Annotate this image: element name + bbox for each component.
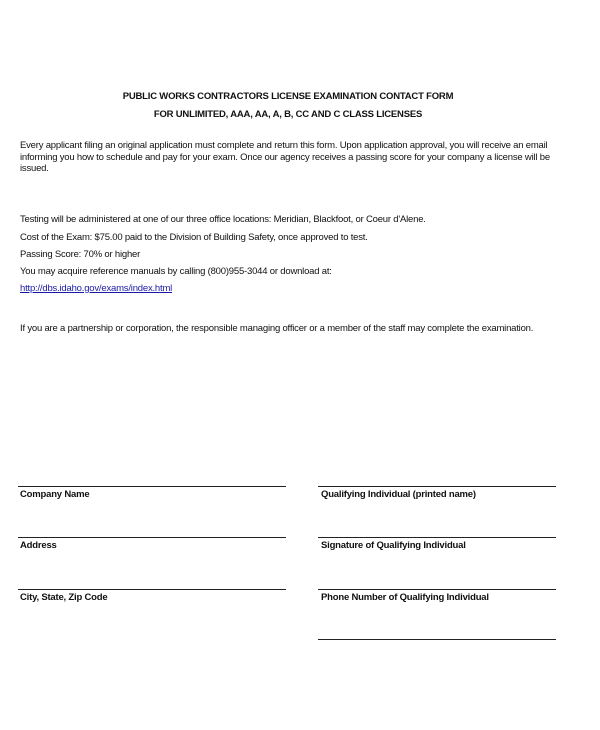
phone-number-line[interactable] bbox=[318, 639, 556, 640]
city-state-zip-label: City, State, Zip Code bbox=[20, 592, 108, 603]
partnership-note: If you are a partnership or corporation, the responsible managing officer or a member of the staff may complete the examination. bbox=[20, 323, 534, 334]
qualifying-individual-line[interactable] bbox=[318, 486, 556, 487]
testing-locations-text: Testing will be administered at one of our three office locations: Meridian, Blackfoot, or Coeur d'Alene. bbox=[20, 214, 426, 225]
phone-label: Phone Number of Qualifying Individual bbox=[321, 592, 489, 603]
intro-paragraph: Every applicant filing an original application must complete and return this form. Upon application approval, you will receive an email informing you how to schedule and pay for your exam. Once our agency receives a passing score for your company a license will be issued. bbox=[20, 140, 550, 174]
form-subtitle: FOR UNLIMITED, AAA, AA, A, B, CC AND C CLASS LICENSES bbox=[153, 109, 423, 120]
company-name-line[interactable] bbox=[18, 486, 286, 487]
passing-score-text: Passing Score: 70% or higher bbox=[20, 249, 141, 260]
qualifying-individual-label: Qualifying Individual (printed name) bbox=[321, 489, 476, 500]
phone-line-top bbox=[318, 589, 556, 590]
address-label: Address bbox=[20, 540, 57, 551]
exam-info-link[interactable]: http://dbs.idaho.gov/exams/index.html bbox=[20, 283, 173, 294]
signature-label: Signature of Qualifying Individual bbox=[321, 540, 466, 551]
city-state-zip-line[interactable] bbox=[18, 589, 286, 590]
company-name-label: Company Name bbox=[20, 489, 90, 500]
exam-cost-text: Cost of the Exam: $75.00 paid to the Division of Building Safety, once approved to test. bbox=[20, 232, 368, 243]
reference-manuals-text: You may acquire reference manuals by calling (800)955-3044 or download at: bbox=[20, 266, 332, 277]
signature-line[interactable] bbox=[318, 537, 556, 538]
address-line[interactable] bbox=[18, 537, 286, 538]
form-title: PUBLIC WORKS CONTRACTORS LICENSE EXAMINATION CONTACT FORM bbox=[122, 91, 454, 102]
